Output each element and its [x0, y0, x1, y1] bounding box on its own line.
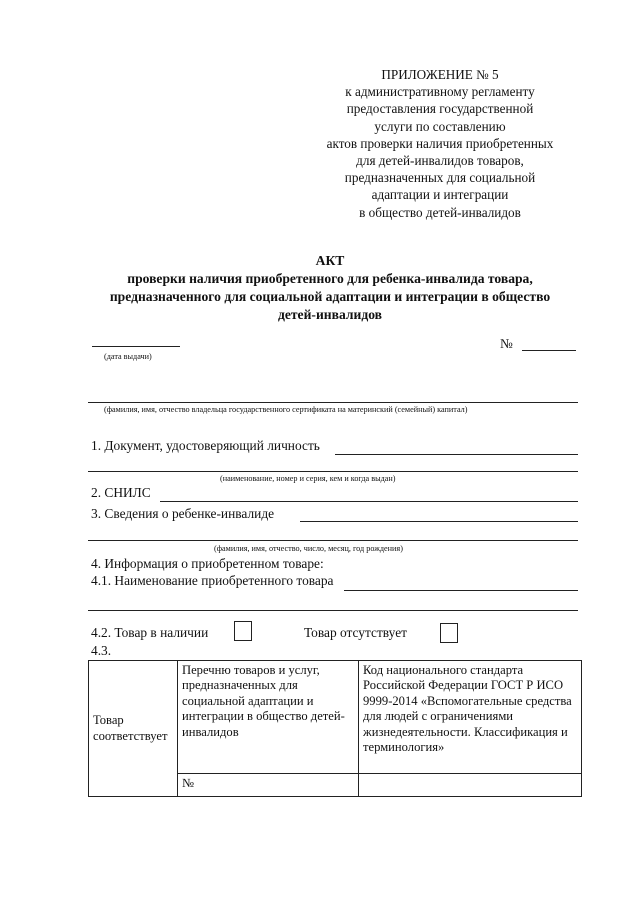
present-checkbox[interactable] — [234, 621, 252, 641]
annex-line: актов проверки наличия приобретенных — [326, 135, 554, 151]
annex-line: адаптации и интеграции — [371, 187, 509, 203]
item3-label: 3. Сведения о ребенке-инвалиде — [91, 506, 275, 521]
date-caption: (дата выдачи) — [104, 352, 152, 361]
table-row — [89, 661, 582, 774]
annex-header — [300, 66, 580, 221]
number-cell-label: № — [182, 776, 195, 790]
annex-line: в общество детей-инвалидов — [359, 204, 521, 220]
item3-caption: (фамилия, имя, отчество, число, месяц, год рождения) — [214, 544, 403, 553]
annex-line: услуги по составлению — [374, 118, 506, 134]
item42-present-label: 4.2. Товар в наличии — [91, 625, 209, 640]
item42-absent-label: Товар отсутствует — [304, 625, 407, 640]
annex-line: предоставления государственной — [346, 101, 534, 117]
annex-line: ПРИЛОЖЕНИЕ № 5 — [381, 67, 499, 82]
row-header-text: Товар соответствует — [93, 713, 168, 743]
owner-caption: (фамилия, имя, отчество владельца государственного сертификата на материнский (семейный) капитал) — [104, 405, 468, 414]
row-header-cell — [89, 661, 178, 797]
empty-cell[interactable] — [359, 774, 582, 797]
snils-field-line[interactable] — [160, 501, 578, 502]
title-heading: АКТ — [315, 253, 345, 268]
conformity-table — [88, 660, 582, 797]
title-line: предназначенного для социальной адаптации и интеграции в общество — [109, 289, 551, 304]
item1-label: 1. Документ, удостоверяющий личность — [91, 438, 320, 453]
title-line: проверки наличия приобретенного для ребенка-инвалида товара, — [127, 271, 533, 286]
item1-field-line[interactable] — [335, 454, 578, 455]
item41-label: 4.1. Наименование приобретенного товара — [91, 573, 334, 588]
item1-field-line-2[interactable] — [88, 471, 578, 472]
absent-checkbox[interactable] — [440, 623, 458, 643]
date-field-line[interactable] — [92, 346, 180, 347]
item3-field-line[interactable] — [300, 521, 578, 522]
item4-label: 4. Информация о приобретенном товаре: — [91, 556, 324, 571]
number-label: № — [500, 336, 513, 351]
item41-field-line[interactable] — [344, 590, 578, 591]
item1-caption: (наименование, номер и серия, кем и когда выдан) — [220, 474, 396, 483]
item2-label: 2. СНИЛС — [91, 485, 151, 500]
annex-line: предназначенных для социальной — [344, 170, 536, 186]
number-cell[interactable] — [178, 774, 359, 797]
title-line: детей-инвалидов — [277, 307, 383, 322]
gost-cell — [359, 661, 582, 774]
gost-text: Код национального стандарта Российской Федерации ГОСТ Р ИСО 9999-2014 «Вспомогательные средства для людей с ограничениями жизнедеятельности. Классификация и терминология» — [363, 663, 572, 755]
item3-field-line-2[interactable] — [88, 540, 578, 541]
perechen-cell — [178, 661, 359, 774]
document-title — [60, 252, 600, 324]
annex-line: к административному регламенту — [345, 84, 535, 100]
item41-field-line-2[interactable] — [88, 610, 578, 611]
item43-label: 4.3. — [91, 643, 112, 658]
owner-name-line[interactable] — [88, 402, 578, 403]
annex-line: для детей-инвалидов товаров, — [356, 153, 524, 169]
number-field-line[interactable] — [522, 350, 576, 351]
perechen-text: Перечню товаров и услуг, предназначенных для социальной адаптации и интеграции в общество детей-инвалидов — [182, 663, 345, 739]
